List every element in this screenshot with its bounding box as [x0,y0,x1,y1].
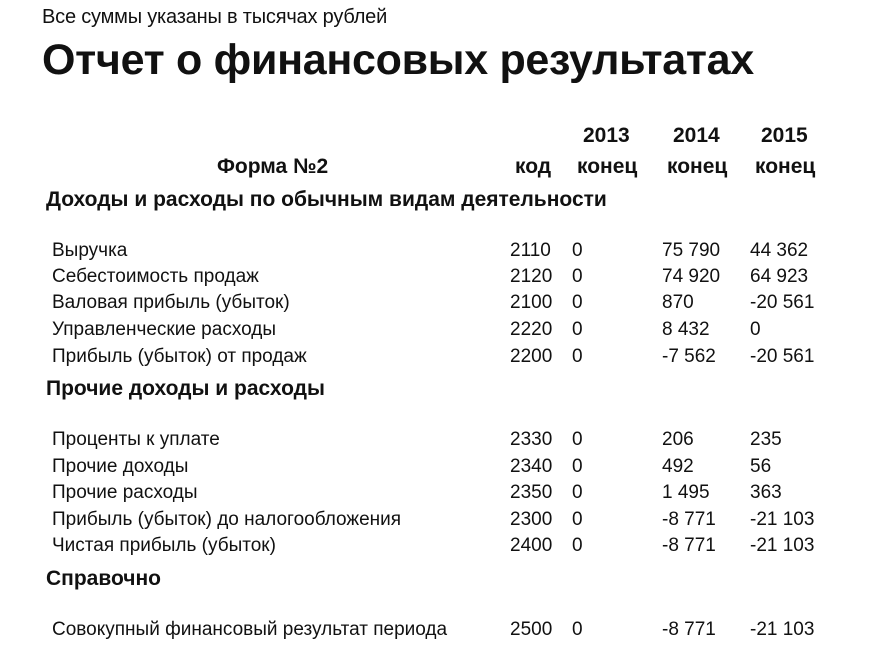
header-period-2015: конец [755,155,816,178]
section-title-ordinary-activities: Доходы и расходы по обычным видам деятельности [46,188,607,211]
table-row [0,429,887,455]
value-2014: -8 771 [662,509,716,530]
row-code: 2110 [510,240,551,261]
table-row [0,292,887,318]
row-code: 2100 [510,292,553,313]
value-2013: 0 [572,319,583,340]
header-period-2014: конец [667,155,728,178]
value-2015: 44 362 [750,240,809,261]
row-label: Управленческие расходы [52,319,276,340]
row-label: Себестоимость продаж [52,266,259,287]
table-row [0,319,887,345]
row-label: Прочие доходы [52,456,189,477]
row-code: 2120 [510,266,553,287]
row-code: 2350 [510,482,553,503]
section-title-reference: Справочно [46,567,161,590]
section-title-other-income: Прочие доходы и расходы [46,377,325,400]
value-2013: 0 [572,240,583,261]
value-2014: -8 771 [662,619,716,640]
row-code: 2500 [510,619,553,640]
header-year-2013: 2013 [583,124,630,147]
value-2015: 64 923 [750,266,809,287]
header-period-2013: конец [577,155,638,178]
row-label: Выручка [52,240,128,261]
value-2014: -7 562 [662,346,716,367]
value-2014: 8 432 [662,319,710,340]
value-2013: 0 [572,429,583,450]
value-2014: 74 920 [662,266,721,287]
value-2013: 0 [572,619,583,640]
value-2015: -21 103 [750,619,815,640]
table-row [0,240,887,266]
value-2014: 870 [662,292,694,313]
value-2014: 1 495 [662,482,710,503]
value-2014: 75 790 [662,240,721,261]
value-2015: -20 561 [750,346,815,367]
row-label: Прочие расходы [52,482,198,503]
value-2013: 0 [572,266,583,287]
row-code: 2400 [510,535,553,556]
value-2015: -21 103 [750,509,815,530]
table-row [0,619,887,645]
row-label: Чистая прибыль (убыток) [52,535,276,556]
value-2014: 206 [662,429,694,450]
row-code: 2340 [510,456,553,477]
page-title: Отчет о финансовых результатах [42,36,754,84]
value-2013: 0 [572,292,583,313]
value-2015: 235 [750,429,782,450]
row-code: 2220 [510,319,553,340]
table-row [0,456,887,482]
header-code: код [515,155,552,178]
row-code: 2200 [510,346,553,367]
value-2015: -20 561 [750,292,815,313]
table-row [0,535,887,561]
table-row [0,482,887,508]
value-2015: 56 [750,456,772,477]
header-year-2015: 2015 [761,124,808,147]
value-2013: 0 [572,456,583,477]
value-2014: -8 771 [662,535,716,556]
table-row [0,266,887,292]
table-row [0,509,887,535]
value-2013: 0 [572,482,583,503]
value-2013: 0 [572,346,583,367]
row-label: Прибыль (убыток) от продаж [52,346,307,367]
row-label: Проценты к уплате [52,429,220,450]
value-2015: 363 [750,482,782,503]
row-code: 2330 [510,429,553,450]
value-2014: 492 [662,456,694,477]
units-note: Все суммы указаны в тысячах рублей [42,6,388,28]
value-2015: 0 [750,319,761,340]
value-2013: 0 [572,509,583,530]
header-form: Форма №2 [217,155,329,178]
header-year-2014: 2014 [673,124,720,147]
row-code: 2300 [510,509,553,530]
value-2015: -21 103 [750,535,815,556]
row-label: Прибыль (убыток) до налогообложения [52,509,402,530]
table-row [0,346,887,372]
value-2013: 0 [572,535,583,556]
row-label: Валовая прибыль (убыток) [52,292,290,313]
row-label: Совокупный финансовый результат периода [52,619,448,640]
